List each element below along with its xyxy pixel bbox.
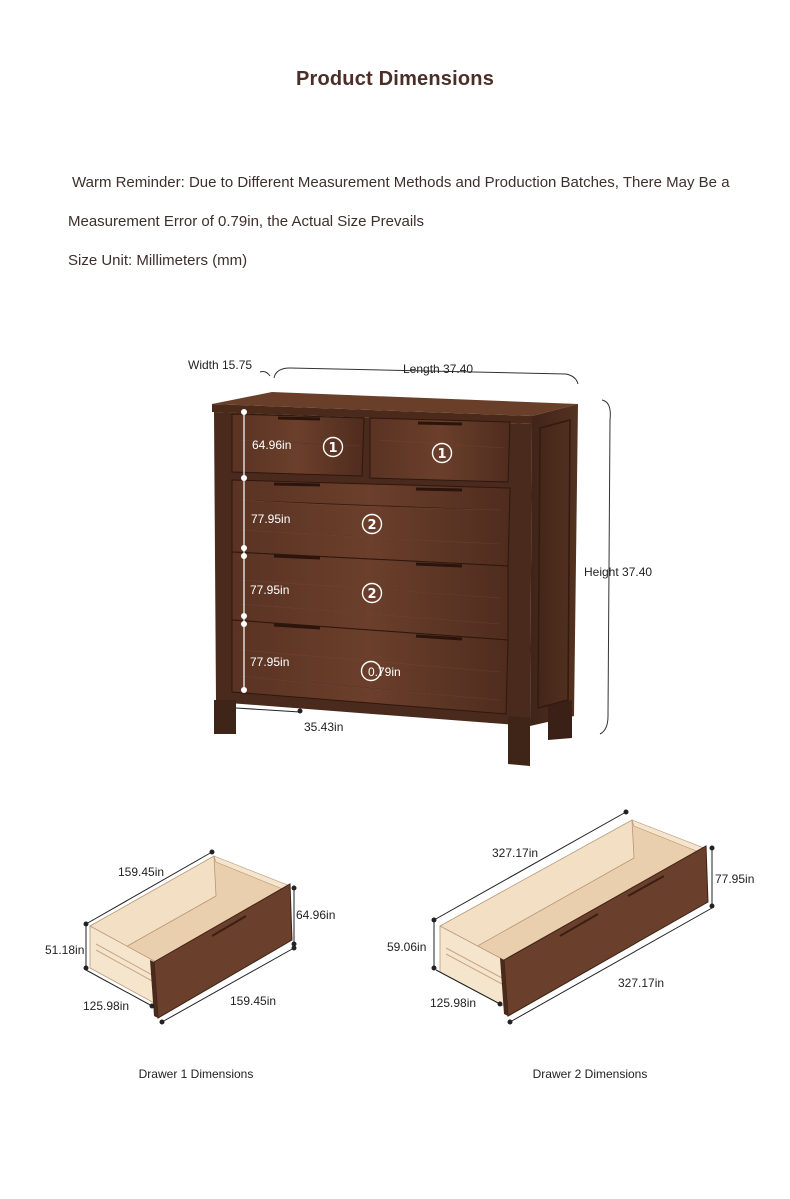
leg-span-label: 35.43in	[304, 720, 344, 734]
drawer-row3-height: 77.95in	[250, 583, 290, 597]
dresser-leg	[214, 700, 236, 734]
height-label: Height 37.40	[584, 565, 653, 579]
page-title: Product Dimensions	[295, 68, 495, 90]
reminder-line-2: Measurement Error of 0.79in, the Actual Size Prevails	[68, 213, 425, 230]
drawer-2-bottom-length: 327.17in	[618, 976, 665, 990]
drawer-2-illustration	[440, 820, 708, 1016]
drawer-2-top-length: 327.17in	[492, 846, 539, 860]
drawer-row1-height: 64.96in	[252, 438, 292, 452]
svg-text:2: 2	[367, 518, 377, 533]
drawer-2-depth: 125.98in	[430, 996, 477, 1010]
length-label: Length 37.40	[403, 362, 474, 376]
drawer-1-front-height: 64.96in	[296, 908, 336, 922]
svg-text:2: 2	[367, 587, 377, 602]
dresser-side	[530, 404, 578, 726]
dresser-leg	[508, 716, 530, 766]
leg-gap-label: 0.79in	[368, 665, 401, 679]
drawer-2-caption: Drawer 2 Dimensions	[532, 1067, 648, 1081]
drawer-1-top-length: 159.45in	[118, 865, 165, 879]
svg-text:1: 1	[328, 441, 338, 456]
drawer-row2-height: 77.95in	[251, 512, 291, 526]
drawer-2-front-height: 77.95in	[715, 872, 755, 886]
drawer-row4-height: 77.95in	[250, 655, 290, 669]
dresser-leg	[548, 700, 572, 740]
svg-text:1: 1	[437, 447, 447, 462]
drawer-1-bottom-length: 159.45in	[230, 994, 277, 1008]
reminder-line-1: Warm Reminder: Due to Different Measurement Methods and Production Batches, There May Be a	[72, 174, 730, 191]
drawer-1-depth: 125.98in	[83, 999, 130, 1013]
drawer-1-caption: Drawer 1 Dimensions	[138, 1067, 254, 1081]
width-label: Width 15.75	[188, 358, 253, 372]
drawer-2-side-height: 59.06in	[387, 940, 427, 954]
drawer-1-side-height: 51.18in	[45, 943, 85, 957]
size-unit-note: Size Unit: Millimeters (mm)	[68, 252, 248, 269]
